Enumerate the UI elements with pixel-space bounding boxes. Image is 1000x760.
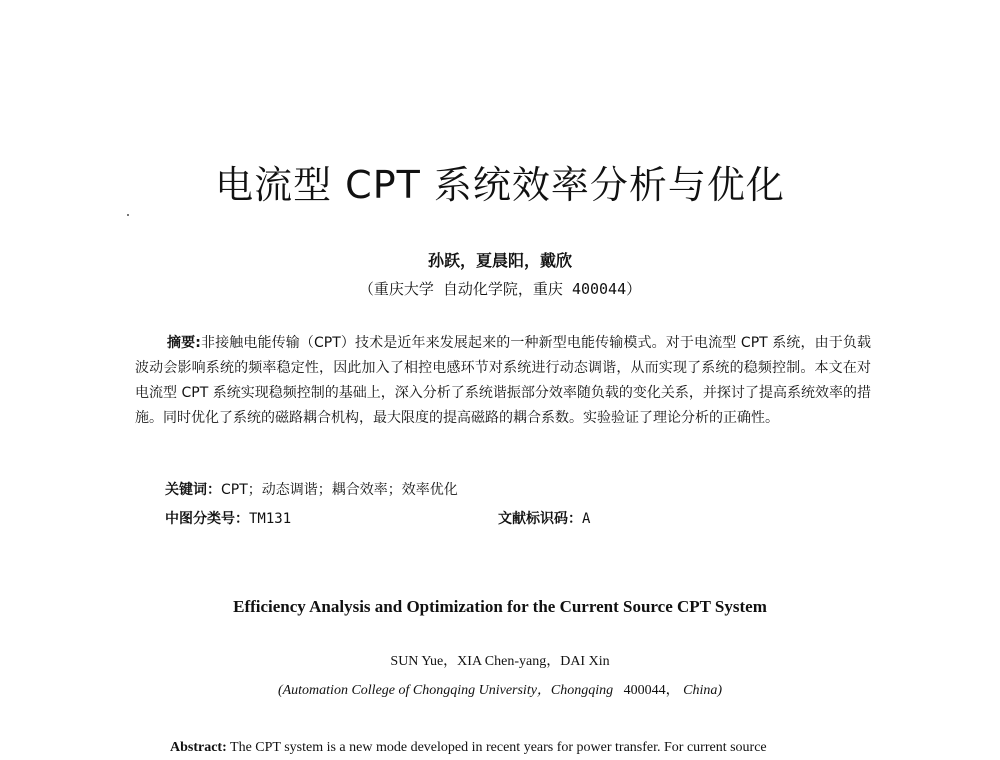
clc-number-value: TM131 [249,511,292,527]
scan-speck [127,214,129,216]
paper-title-cn: 电流型 CPT 系统效率分析与优化 [215,163,785,207]
affiliation-en-postcode: 400044， [623,683,680,698]
authors-cn: 孙跃，夏晨阳，戴欣 [427,251,572,270]
clc-number-label: 中图分类号： [165,511,249,527]
document-code-label: 文献标识码： [498,511,582,527]
affiliation-en [0,680,1000,702]
document-code [498,508,590,530]
keywords-cn-text: CPT；动态调谐；耦合效率；效率优化 [221,482,458,498]
abstract-cn-text: 非接触电能传输（CPT）技术是近年来发展起来的一种新型电能传输模式。对于电流型 CPT 系统，由于负载波动会影响系统的频率稳定性，因此加入了相控电感环节对系统进行动态调谐，从而实现了系统的稳频控制。本文在对电流型 CPT 系统实现稳频控制的基础上，深入分析了系统谐振部分效率随负载的变化关系，并探讨了提高系统效率的措施。同时优化了系统的磁路耦合机构，最大限度的提高磁路的耦合系数。实验验证了理论分析的正确性。 [135,335,872,426]
affiliation-en-org: (Automation College of Chongqing University，Chongqing [277,683,614,698]
authors-en: SUN Yue，XIA Chen-yang，DAI Xin [390,654,610,669]
abstract-cn [135,331,871,431]
keywords-cn-label: 关键词： [165,482,221,498]
affiliation-cn: （重庆大学 自动化学院，重庆 400044） [358,280,642,298]
document-code-value: A [582,511,591,527]
abstract-en-text: The CPT system is a new mode developed in recent years for power transfer. For current source [230,740,767,755]
paper-title-en: Efficiency Analysis and Optimization for the Current Source CPT System [233,597,767,616]
abstract-en-label: Abstract: [170,740,227,755]
clc-number [165,508,291,530]
abstract-cn-label: 摘要: [167,335,201,351]
keywords-cn [165,479,458,501]
affiliation-en-country: China) [683,683,723,698]
abstract-en [170,737,890,759]
